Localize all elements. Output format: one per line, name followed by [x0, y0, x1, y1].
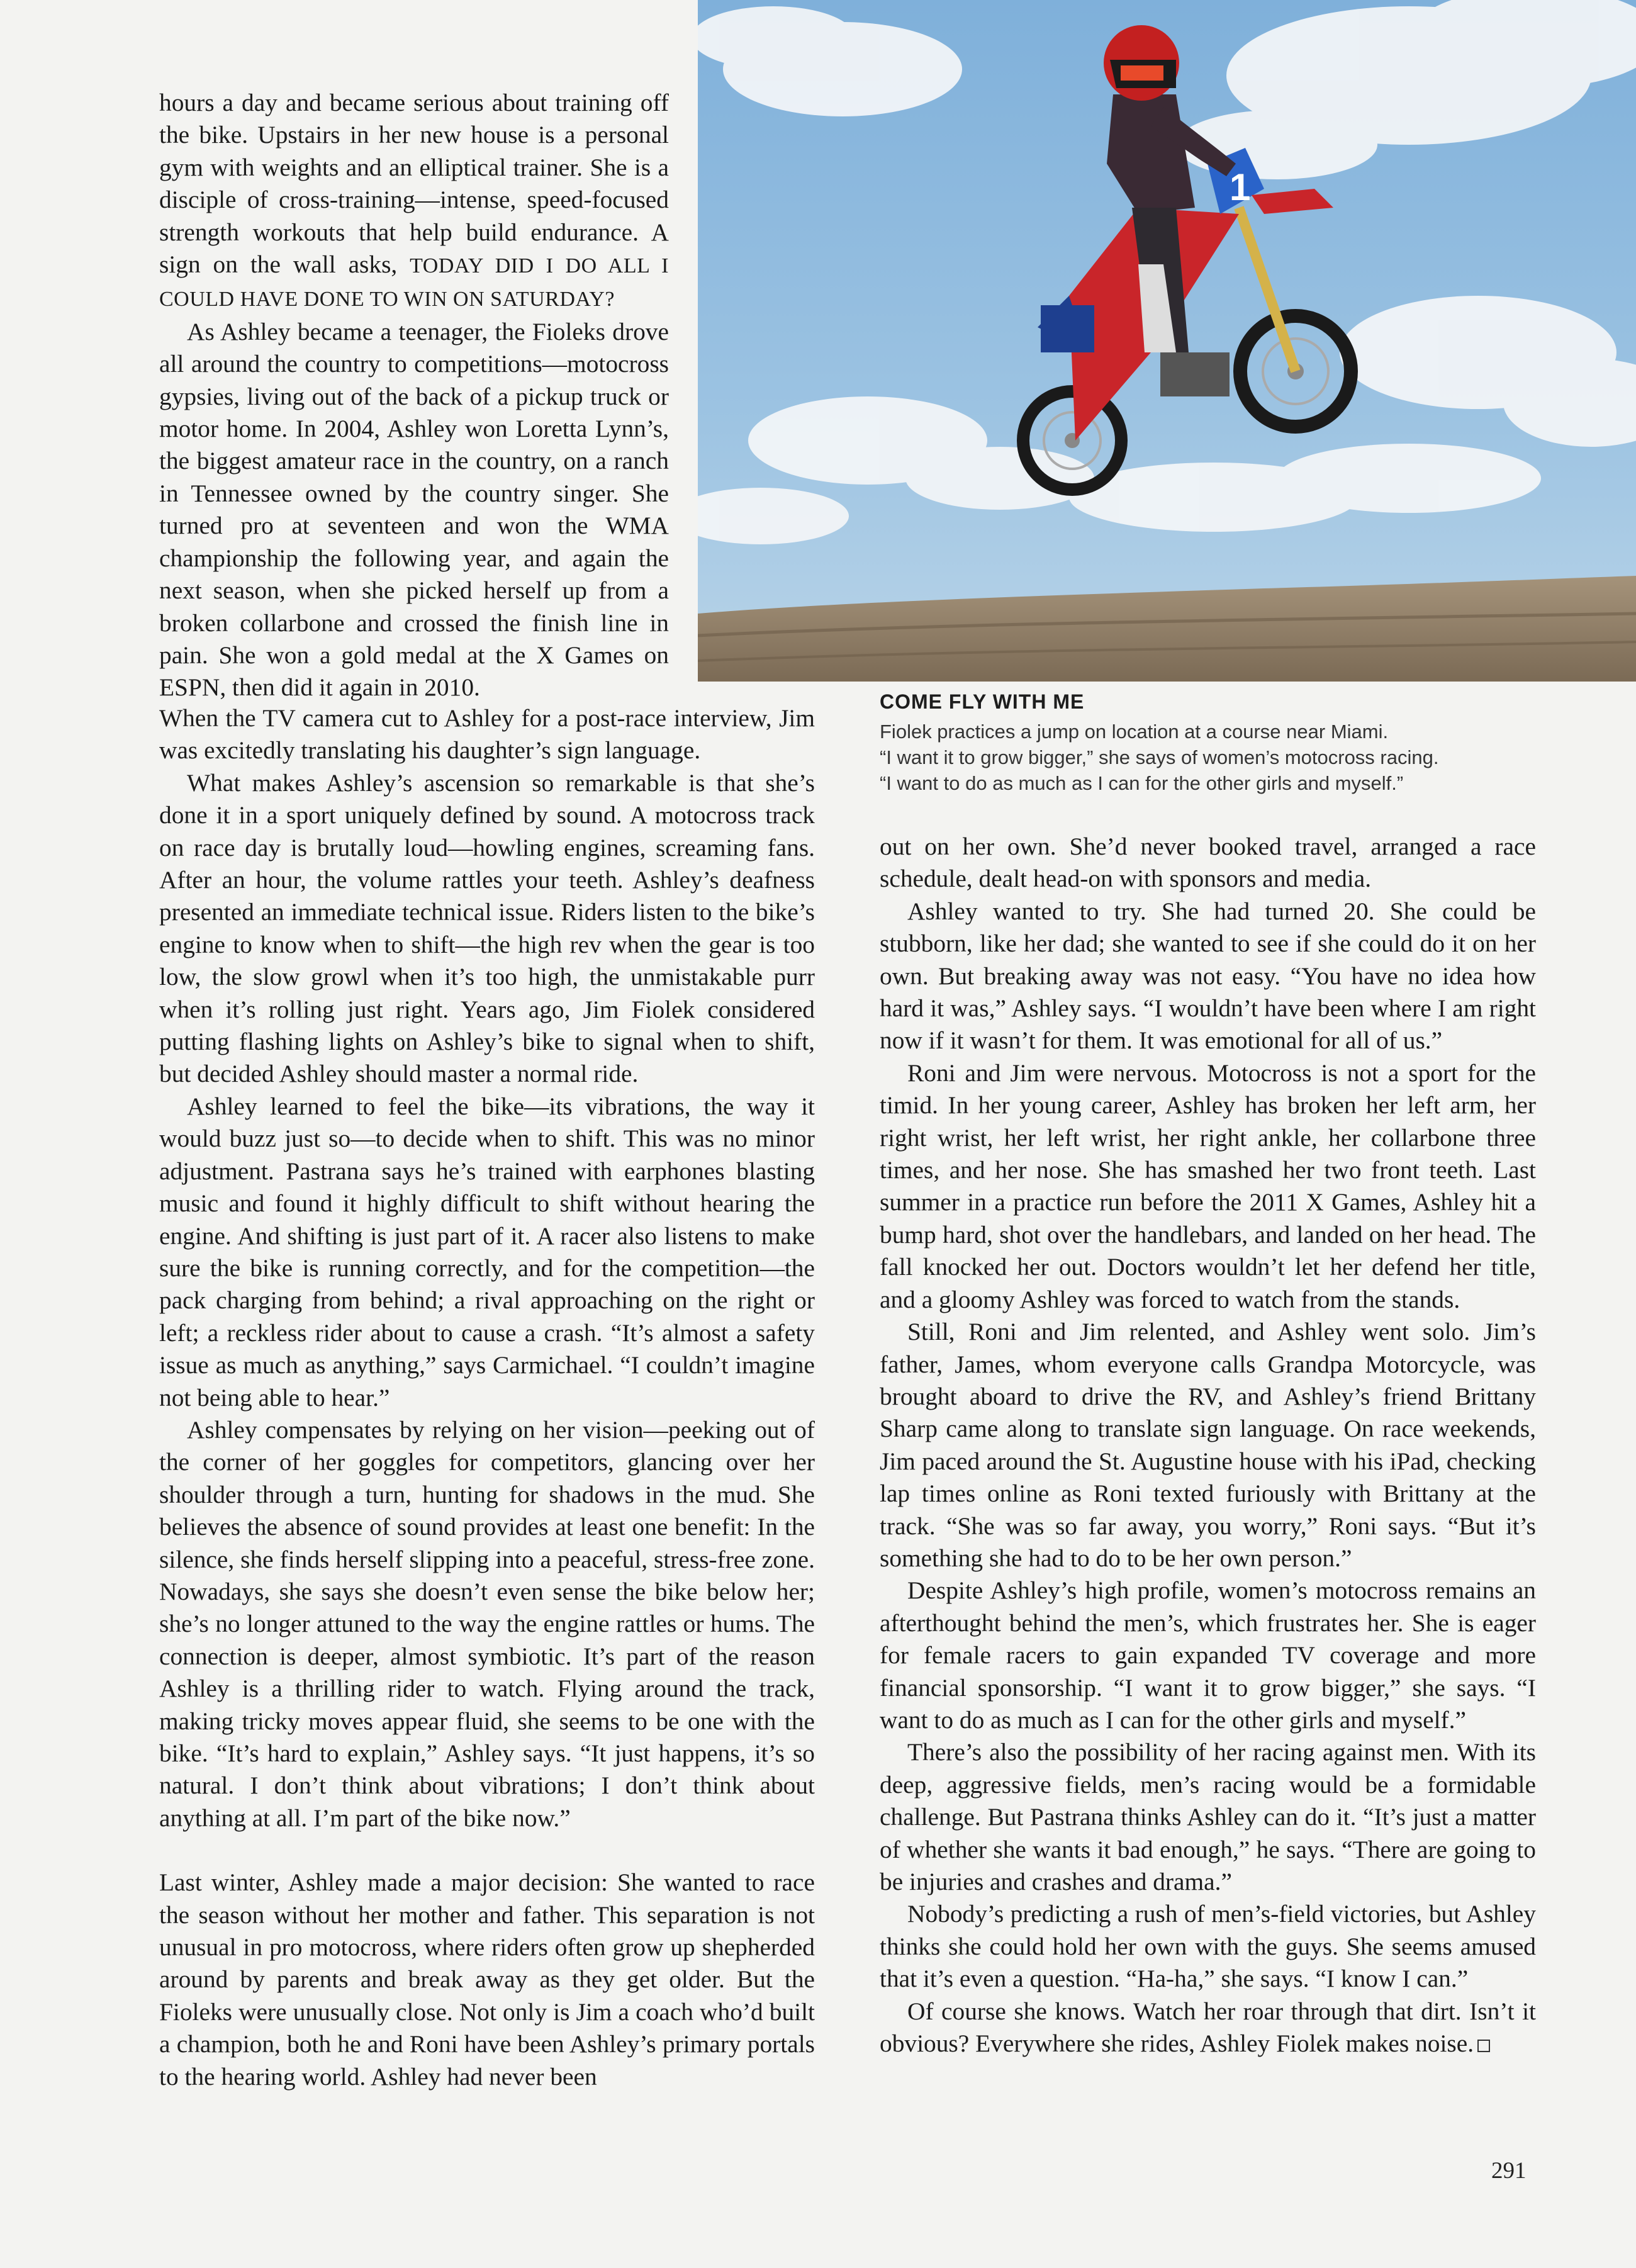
paragraph: Roni and Jim were nervous. Motocross is not a sport for the timid. In her young career, Ashley has broken her left arm, her right wrist, her left wrist, her right ankle, her collarbone three times, and her nose. She has smashed her two front teeth. Last summer in a practice run before the 2011 X Games, Ashley hit a bump hard, shot over the handlebars, and landed on her head. The fall knocked her out. Doctors wouldn’t let her defend her title, and a gloomy Ashley was forced to watch from the stands.: [880, 1058, 1536, 1313]
page-number: 291: [1491, 2158, 1527, 2184]
paragraph-text: Of course she knows. Watch her roar through that dirt. Isn’t it obvious? Everywhere she rides, Ashley Fiolek makes noise.: [880, 1997, 1536, 2058]
paragraph: Ashley wanted to try. She had turned 20. She could be stubborn, like her dad; she wanted to see if she could do it on her own. But breaking away was not easy. “You have no idea how hard it was,” Ashley says. “I wouldn’t have been where I am right now if it wasn’t for them. It was emotional for all of us.”: [880, 897, 1536, 1055]
paragraph: As Ashley became a teenager, the Fioleks drove all around the country to competitions—motocross gypsies, living out of the back of a pickup truck or motor home. In 2004, Ashley won Loretta Lynn’s, the biggest amateur race in the country, on a ranch in Tennessee owned by the country singer. She turned pro at seventeen and won the WMA championship the following year, and again the next season, when she picked herself up from a broken collarbone and crossed the finish line in pain. She won a gold medal at the X Games on ESPN, then did it again in 2010.: [159, 317, 669, 702]
bike-number: 1: [1230, 166, 1251, 208]
end-mark-icon: [1477, 2040, 1490, 2052]
paragraph: When the TV camera cut to Ashley for a post-race interview, Jim was excitedly translating his daughter’s sign language.: [159, 704, 815, 765]
paragraph: Ashley compensates by relying on her vision—peeking out of the corner of her goggles for competitors, glancing over her shoulder through a turn, hunting for shadows in the mud. She believes the absence of sound provides at least one benefit: In the silence, she finds herself slipping into a peaceful, stress-free zone. Nowadays, she says she doesn’t even sense the bike below her; she’s no longer attuned to the way the engine rattles or hums. The connection is deeper, almost symbiotic. It’s part of the reason Ashley is a thrilling rider to watch. Flying around the track, making tricky moves appear fluid, she seems to be one with the bike. “It’s hard to explain,” Ashley says. “It just happens, it’s so natural. I don’t think about vibrations; I don’t think about anything at all. I’m part of the bike now.”: [159, 1415, 815, 1832]
paragraph: Still, Roni and Jim relented, and Ashley went solo. Jim’s father, James, whom everyone calls Grandpa Motorcycle, was brought aboard to drive the RV, and Ashley’s friend Brittany Sharp came along to translate sign language. On race weekends, Jim paced around the St. Augustine house with his iPad, checking lap times online as Roni texted furiously with Brittany at the track. “She was so far away, you worry,” Roni says. “But it’s something she had to do to be her own person.”: [880, 1318, 1536, 1572]
body-column-left: [159, 702, 815, 2093]
caption-line: “I want to do as much as I can for the other girls and myself.”: [880, 772, 1404, 794]
paragraph: [159, 87, 669, 316]
photo-caption: [880, 690, 1540, 796]
body-column-left-top: [159, 87, 669, 704]
motocross-photo: [698, 0, 1636, 682]
paragraph: out on her own. She’d never booked travel, arranged a race schedule, dealt head-on with sponsors and media.: [880, 833, 1536, 893]
paragraph: Ashley learned to feel the bike—its vibrations, the way it would buzz just so—to decide when to shift. This was no minor adjustment. Pastrana says he’s trained with earphones blasting music and found it highly difficult to shift without hearing the engine. And shifting is just part of it. A racer also listens to make sure the bike is running correctly, and for the competition—the pack charging from behind; a rival approaching on the right or left; a reckless rider about to cause a crash. “It’s almost a safety issue as much as anything,” says Carmichael. “I couldn’t imagine not being able to hear.”: [159, 1092, 815, 1412]
paragraph-text: hours a day and became serious about training off the bike. Upstairs in her new house is a personal gym with weights and an elliptical trainer. She is a disciple of cross-training—intense, speed-focused strength workouts that help build endurance. A sign on the wall asks,: [159, 89, 669, 279]
paragraph: What makes Ashley’s ascension so remarkable is that she’s done it in a sport uniquely defined by sound. A motocross track on race day is brutally loud—howling engines, screaming fans. After an hour, the volume rattles your teeth. Ashley’s deafness presented an immediate technical issue. Riders listen to the bike’s engine to know when to shift—the high rev when the gear is too low, the slow growl when it’s too high, the unmistakable purr when it’s rolling just right. Years ago, Jim Fiolek considered putting flashing lights on Ashley’s bike to signal when to shift, but decided Ashley should master a normal ride.: [159, 768, 815, 1088]
body-column-right: [880, 831, 1536, 2060]
paragraph: Last winter, Ashley made a major decision: She wanted to race the season without her mother and father. This separation is not unusual in pro motocross, where riders often grow up shepherded around by parents and break away as they get older. But the Fioleks were unusually close. Not only is Jim a coach who’d built a champion, both he and Roni have been Ashley’s primary portals to the hearing world. Ashley had never been: [159, 1868, 815, 2091]
caption-line: Fiolek practices a jump on location at a course near Miami.: [880, 721, 1389, 743]
caption-line: “I want it to grow bigger,” she says of women’s motocross racing.: [880, 746, 1439, 768]
paragraph: Despite Ashley’s high profile, women’s motocross remains an afterthought behind the men’s, which frustrates her. She is eager for female racers to gain expanded TV coverage and more financial sponsorship. “I want it to grow bigger,” she says. “I want to do as much as I can for the other girls and myself.”: [880, 1576, 1536, 1734]
paragraph: [880, 1996, 1536, 2060]
sign-text: TODAY DID I DO ALL I COULD HAVE DONE TO WIN ON SATURDAY?: [159, 254, 670, 312]
paragraph: Nobody’s predicting a rush of men’s-field victories, but Ashley thinks she could hold her own with the guys. She seems amused that it’s even a question. “Ha-ha,” she says. “I know I can.”: [880, 1900, 1536, 1993]
paragraph: There’s also the possibility of her racing against men. With its deep, aggressive fields, men’s racing would be a formidable challenge. But Pastrana thinks Ashley can do it. “It’s just a matter of whether she wants it bad enough,” he says. “There are going to be injuries and crashes and drama.”: [880, 1738, 1536, 1895]
caption-title: COME FLY WITH ME: [880, 690, 1085, 713]
